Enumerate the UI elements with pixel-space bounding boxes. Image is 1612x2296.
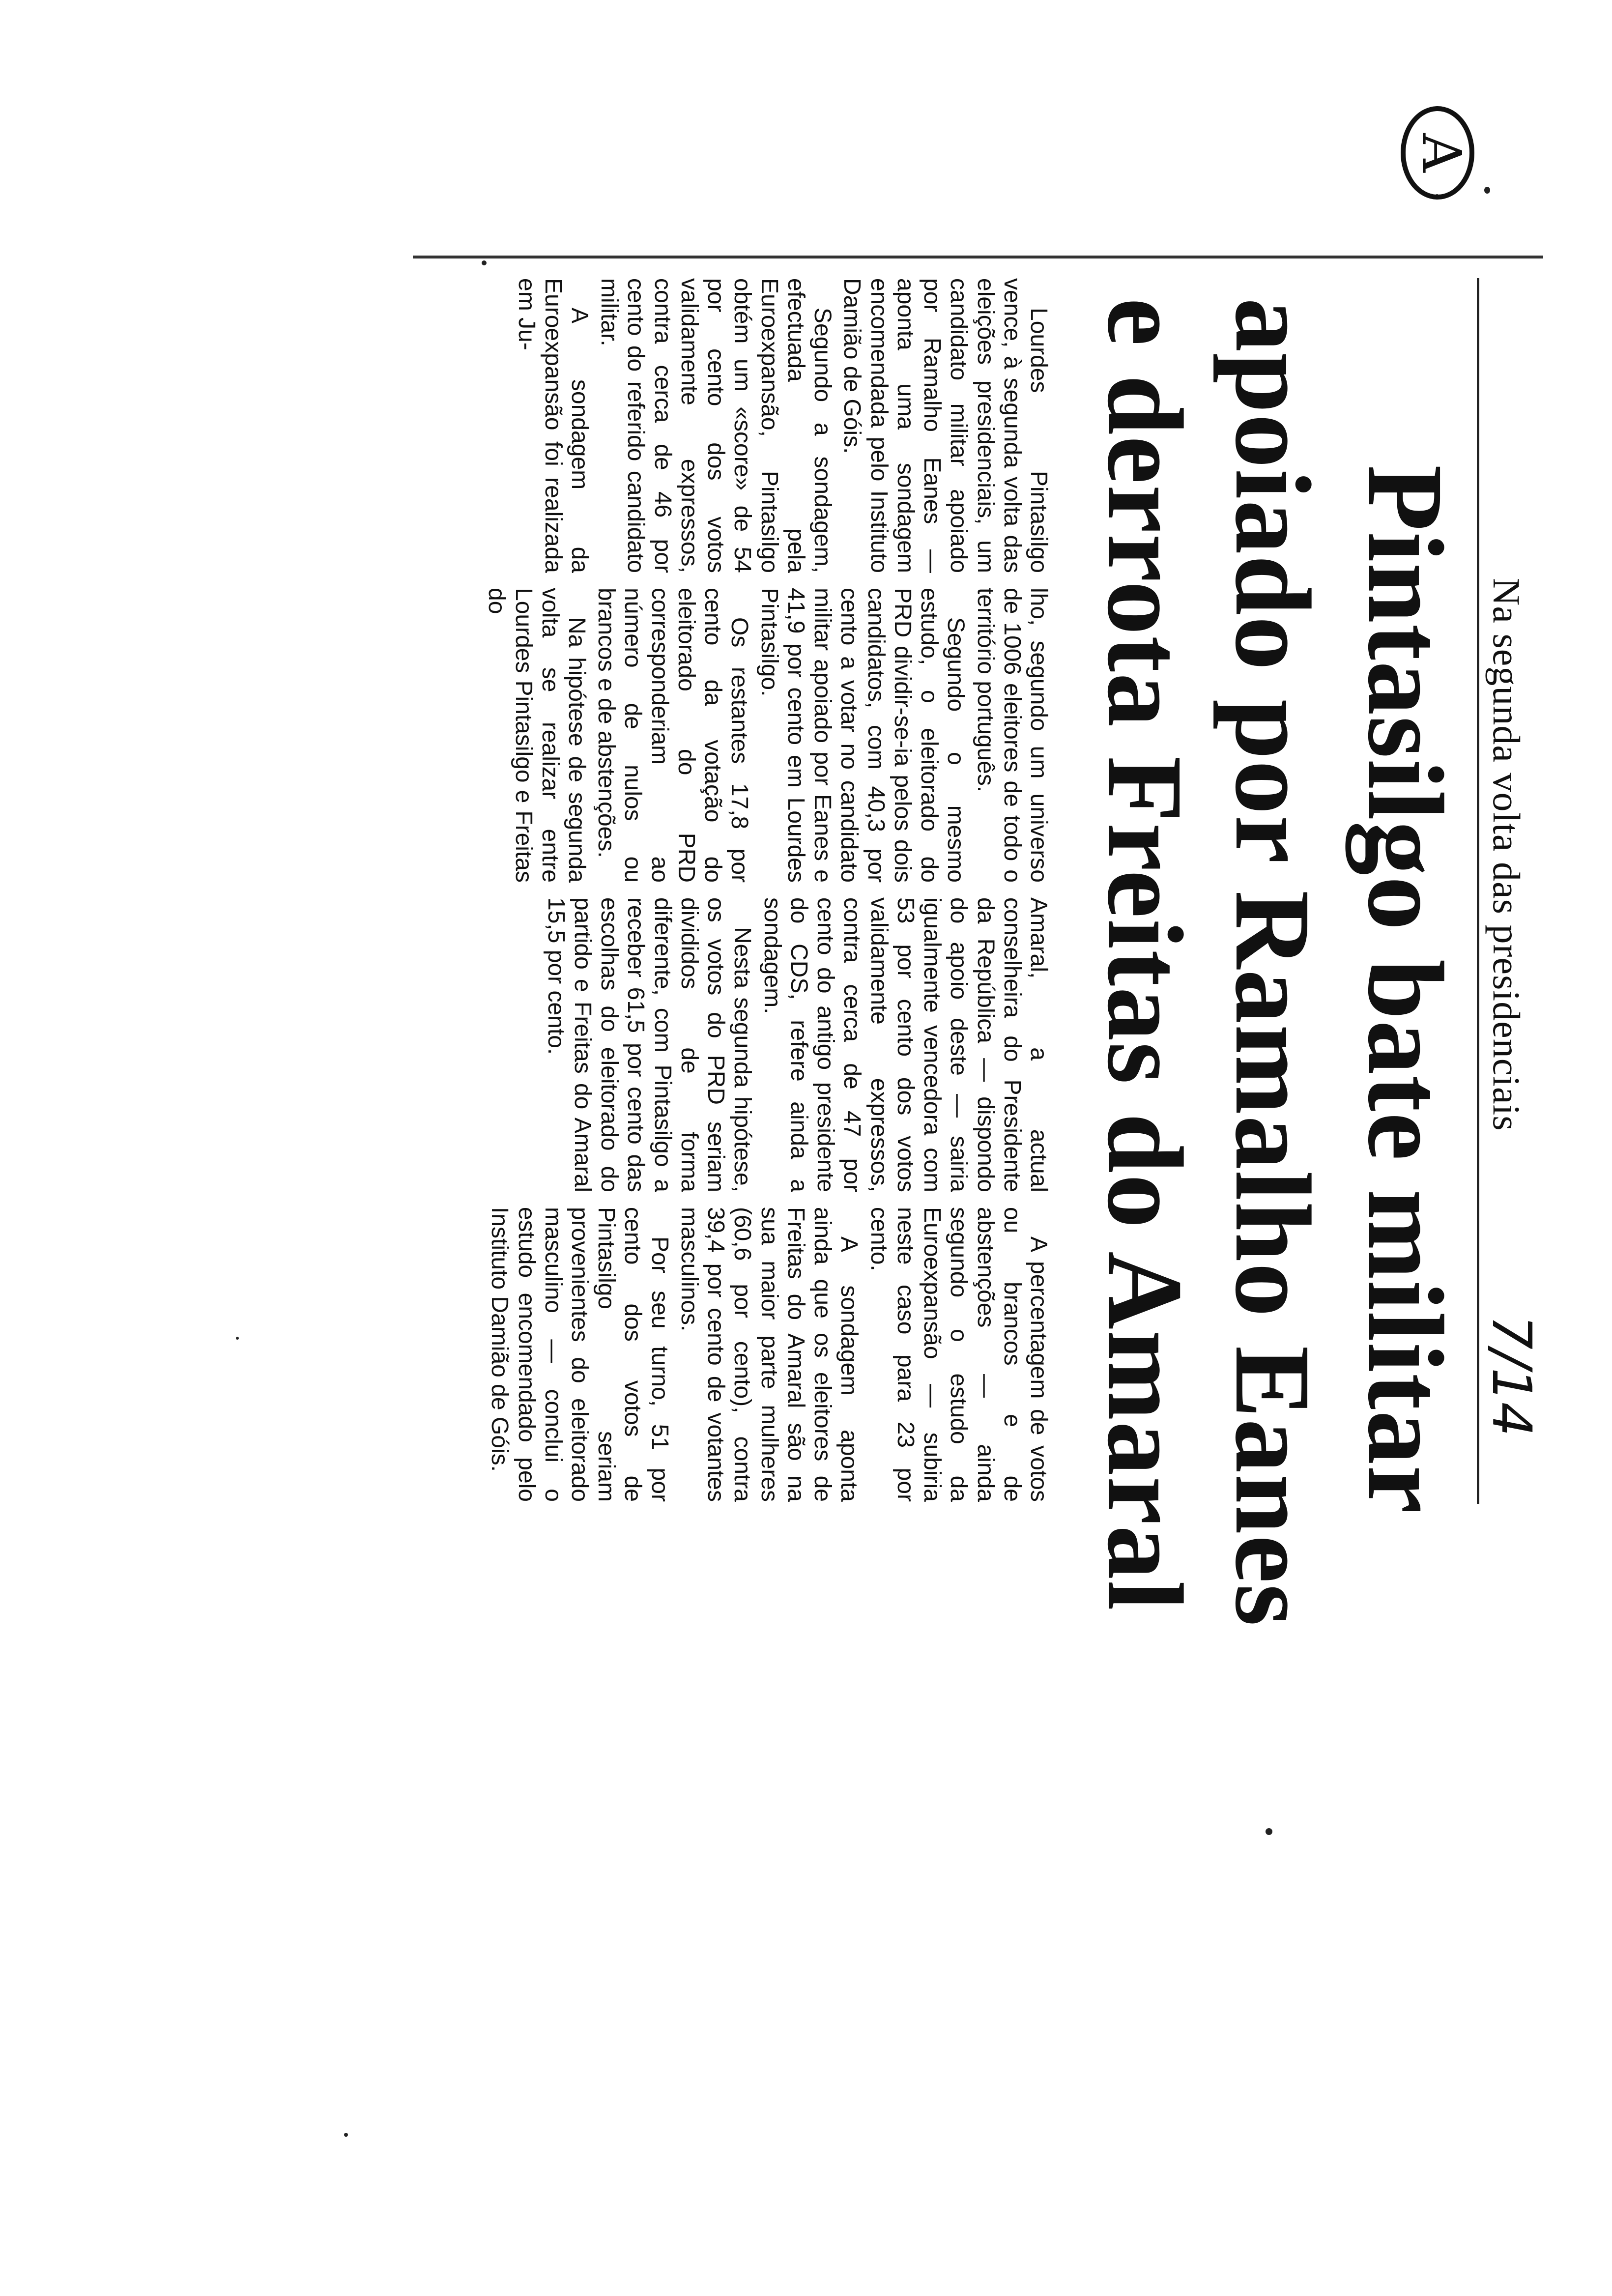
paragraph: Lourdes Pintasilgo vence, à segunda volta das eleições presidenciais, um candidato militar apoiado por Ramalho Eanes — aponta uma sondagem encomendada pelo Instituto Damião de Góis. [839,278,1052,573]
article-column-4 [483,1207,1052,1502]
paragraph: A percentagem de votos ou brancos e de abstenções — ainda segundo o estudo da Euroexpansão — subiria neste caso para 23 por cento. [865,1207,1052,1502]
article-kicker: Na segunda volta das presidenciais [1485,578,1528,1131]
clipping-frame [413,133,1543,1627]
scan-speck [1266,1828,1272,1835]
paragraph: Segundo a sondagem, efectuada pela Euroexpansão, Pintasilgo obtém um «score» de 54 por cento dos votos validamente expressos, contra cerca de 46 por cento do referido candidato militar. [596,278,836,573]
scan-speck [236,1337,239,1340]
handwritten-note: 7/14 [1480,1315,1543,1437]
paragraph: Os restantes 17,8 por cento da votação do eleitorado do PRD corresponderiam ao número de nulos ou brancos e de abstenções. [593,588,753,883]
headline-line-2: apoiado por Ramalho Eanes [1213,298,1333,1627]
article-column-2 [480,588,1052,883]
paragraph: Na hipótese de segunda volta se realizar entre Lourdes Pintasilgo e Freitas do [484,588,590,883]
paragraph: lho, segundo um universo de 1006 eleitores de todo o território português. [972,588,1052,883]
kicker-divider [1477,278,1479,1504]
scan-speck [1484,187,1490,194]
archive-stamp-icon [1396,96,1484,209]
paragraph: Nesta segunda hipótese, os votos do PRD seriam divididos de forma diferente, com Pintasilgo a receber 61,5 por cento das escolhas do eleitorado do partido e Freitas do Amaral 15,5 por cento. [543,897,756,1192]
headline-line-3: e derrota Freitas do Amaral [1085,298,1205,1612]
paragraph: Segundo o mesmo estudo, o eleitorado do PRD dividir-se-ia pelos dois candidatos, com 40,3 por cento a votar no candidato militar apoiado por Eanes e 41,9 por cento em Lourdes Pintasilgo. [756,588,969,883]
paragraph: A sondagem aponta ainda que os eleitores de Freitas do Amaral são na sua maior parte mulheres (60,6 por cento), contra 39,4 por cento de votantes masculinos. [676,1207,863,1502]
article-column-1 [510,278,1052,573]
scan-speck [344,2133,348,2137]
paragraph: A sondagem da Euroexpansão foi realizada em Ju- [513,278,593,573]
paragraph: Amaral, a actual conselheira do Presidente da República — dispondo do apoio deste — sairia igualmente vencedora com 53 por cento dos votos validamente expressos, contra cerca de 47 por cento do antigo presidente do CDS, refere ainda a sondagem. [759,897,1052,1192]
paragraph: Por seu turno, 51 por cento dos votos de Pintasilgo seriam provenientes do eleitorado masculino — conclui o estudo encomendado pelo Instituto Damião de Góis. [487,1207,673,1502]
article-column-3 [540,897,1052,1192]
headline-line-1: Pintasilgo bate militar [1346,465,1466,1515]
svg-text:A: A [1410,133,1473,172]
newspaper-clipping [413,133,1543,1627]
